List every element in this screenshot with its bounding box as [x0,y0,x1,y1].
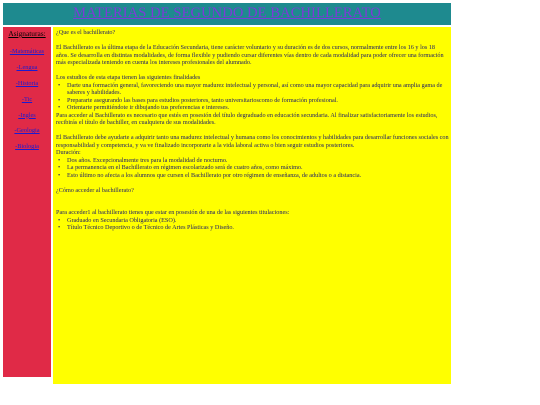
list-item: • Prepararte asegurando las bases para estudios posteriores, tanto universitarioscomo de formación profesional. [56,97,449,105]
main-content [53,27,451,384]
sidebar-link-matematicas[interactable]: -Matemáticas [9,48,45,55]
sidebar-link-historia[interactable]: -Historia [15,79,39,87]
list-item: • Título Técnico Deportivo o de Técnico de Artes Plásticas y Diseño. [56,224,449,232]
sidebar-link-biologia[interactable]: -Biologia [15,143,39,151]
list-item: • Graduado en Secundaria Obligatoria (ESO). [56,217,449,225]
sidebar-link-ingles[interactable]: -Ingles [18,111,36,119]
page-header [3,3,451,25]
list-item: • Orientarte permitiéndote ir dibujando tus preferencias e intereses. [56,104,449,112]
header-title-link[interactable]: MATERIAS DE SEGUNDO DE BACHILLERATO [73,5,381,21]
question-what-is: ¿Que es el bachillerato? [56,29,116,36]
sidebar-link-geologia[interactable]: -Geologia [14,127,40,135]
sidebar-link-lengua[interactable]: -Lengua [16,63,38,71]
sidebar-link-list [3,40,51,151]
paragraph-goals: El Bachillerato debe ayudarte a adquirir tanto una madurez intelectual y humana como los conocimientos y habilidades para desarrollar funciones sociales con responsabilidad y competencia, y va ve finalizado incorporarte a la vida laboral activa o bien seguir estudios posteriores. [56,134,449,149]
paragraph-purposes-intro: Los estudios de esta etapa tienen las siguientes finalidades [56,74,201,81]
paragraph-access-titles: Para acceder1 al bachillerato tienes que estar en posesión de una de las siguientes titulaciones: [56,209,290,216]
paragraph-definition: El Bachillerato es la última etapa de la Educación Secundaria, tiene carácter voluntario y su duración es de dos cursos, normalmente entre los 16 y los 18 años. Se desarrolla en distintas modalidades, de forma flexible y pudiendo cursar diferentes vías dentro de cada modalidad para poder ofrecer una formación más especializada teniendo en cuenta los intereses profesionales del alumnado. [56,44,444,66]
sidebar-link-tic[interactable]: -Tic [21,95,33,103]
duration-label: Duración: [56,149,81,156]
list-item: • La permanencia en el Bachillerato en régimen escolarizado será de cuatro años, como máximo. [56,164,449,172]
sidebar-title: Asignaturas: [8,29,46,38]
paragraph-access-requirement: Para acceder al Bachillerato es necesario que estés en posesión del título degraduado en educación secundaria. Al finalizar satisfactoriamente los estudios, recibirás el título de bachiller, en cualquiera de sus modalidades. [56,111,438,126]
list-item: • Esto último no afecta a los alumnos que cursen el Bachillerato por otro régimen de enseñanza, de adultos o a distancia. [56,172,449,180]
sidebar [3,27,51,377]
question-how-to-access: ¿Cómo acceder al bachillerato? [56,186,134,194]
list-item: • Dos años. Excepcionalmente tres para la modalidad de nocturno. [56,157,449,165]
list-item: • Darte una formación general, favoreciendo una mayor madurez intelectual y personal, así como una mayor capacidad para adquirir una amplia gama de saberes y habilidades. [56,82,449,97]
